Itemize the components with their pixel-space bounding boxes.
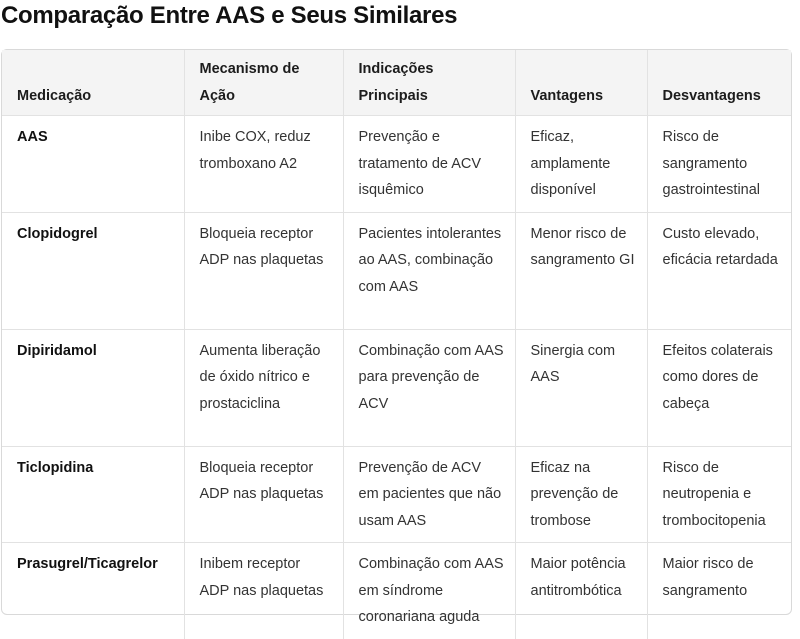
table-row — [2, 446, 791, 543]
header-indicacoes: Indicações Principais — [343, 50, 515, 116]
table-row — [2, 212, 791, 329]
cell-vantagens: Eficaz, amplamente disponível — [515, 116, 647, 213]
cell-vantagens: Maior potência antitrombótica — [515, 543, 647, 639]
table-body — [2, 116, 791, 639]
cell-indicacoes: Prevenção de ACV em pacientes que não usam AAS — [343, 446, 515, 543]
header-medicacao: Medicação — [2, 50, 184, 116]
comparison-table-container — [1, 49, 792, 625]
cell-indicacoes: Combinação com AAS para prevenção de ACV — [343, 329, 515, 446]
cell-desvantagens: Risco de sangramento gastrointestinal — [647, 116, 791, 213]
cell-vantagens: Menor risco de sangramento GI — [515, 212, 647, 329]
cell-mecanismo: Aumenta liberação de óxido nítrico e prostaciclina — [184, 329, 343, 446]
cell-medicacao: Clopidogrel — [2, 212, 184, 329]
table-row — [2, 116, 791, 213]
cell-vantagens: Eficaz na prevenção de trombose — [515, 446, 647, 543]
header-vantagens: Vantagens — [515, 50, 647, 116]
header-row — [2, 50, 791, 116]
comparison-table — [2, 50, 791, 639]
cell-mecanismo: Inibem receptor ADP nas plaquetas — [184, 543, 343, 639]
table-header — [2, 50, 791, 116]
cell-indicacoes: Pacientes intolerantes ao AAS, combinação com AAS — [343, 212, 515, 329]
cell-indicacoes: Prevenção e tratamento de ACV isquêmico — [343, 116, 515, 213]
cell-medicacao: Ticlopidina — [2, 446, 184, 543]
table-row — [2, 543, 791, 639]
cell-desvantagens: Efeitos colaterais como dores de cabeça — [647, 329, 791, 446]
cell-medicacao: AAS — [2, 116, 184, 213]
cell-mecanismo: Inibe COX, reduz tromboxano A2 — [184, 116, 343, 213]
cell-medicacao: Dipiridamol — [2, 329, 184, 446]
header-mecanismo: Mecanismo de Ação — [184, 50, 343, 116]
cell-mecanismo: Bloqueia receptor ADP nas plaquetas — [184, 212, 343, 329]
cell-desvantagens: Custo elevado, eficácia retardada — [647, 212, 791, 329]
cell-medicacao: Prasugrel/Ticagrelor — [2, 543, 184, 639]
cell-indicacoes: Combinação com AAS em síndrome coronariana aguda — [343, 543, 515, 639]
page-title: Comparação Entre AAS e Seus Similares — [1, 2, 458, 29]
cell-desvantagens: Risco de neutropenia e trombocitopenia — [647, 446, 791, 543]
header-desvantagens: Desvantagens — [647, 50, 791, 116]
cell-desvantagens: Maior risco de sangramento — [662, 556, 754, 599]
cell-mecanismo: Bloqueia receptor ADP nas plaquetas — [184, 446, 343, 543]
cell-vantagens: Sinergia com AAS — [515, 329, 647, 446]
table-row — [2, 329, 791, 446]
